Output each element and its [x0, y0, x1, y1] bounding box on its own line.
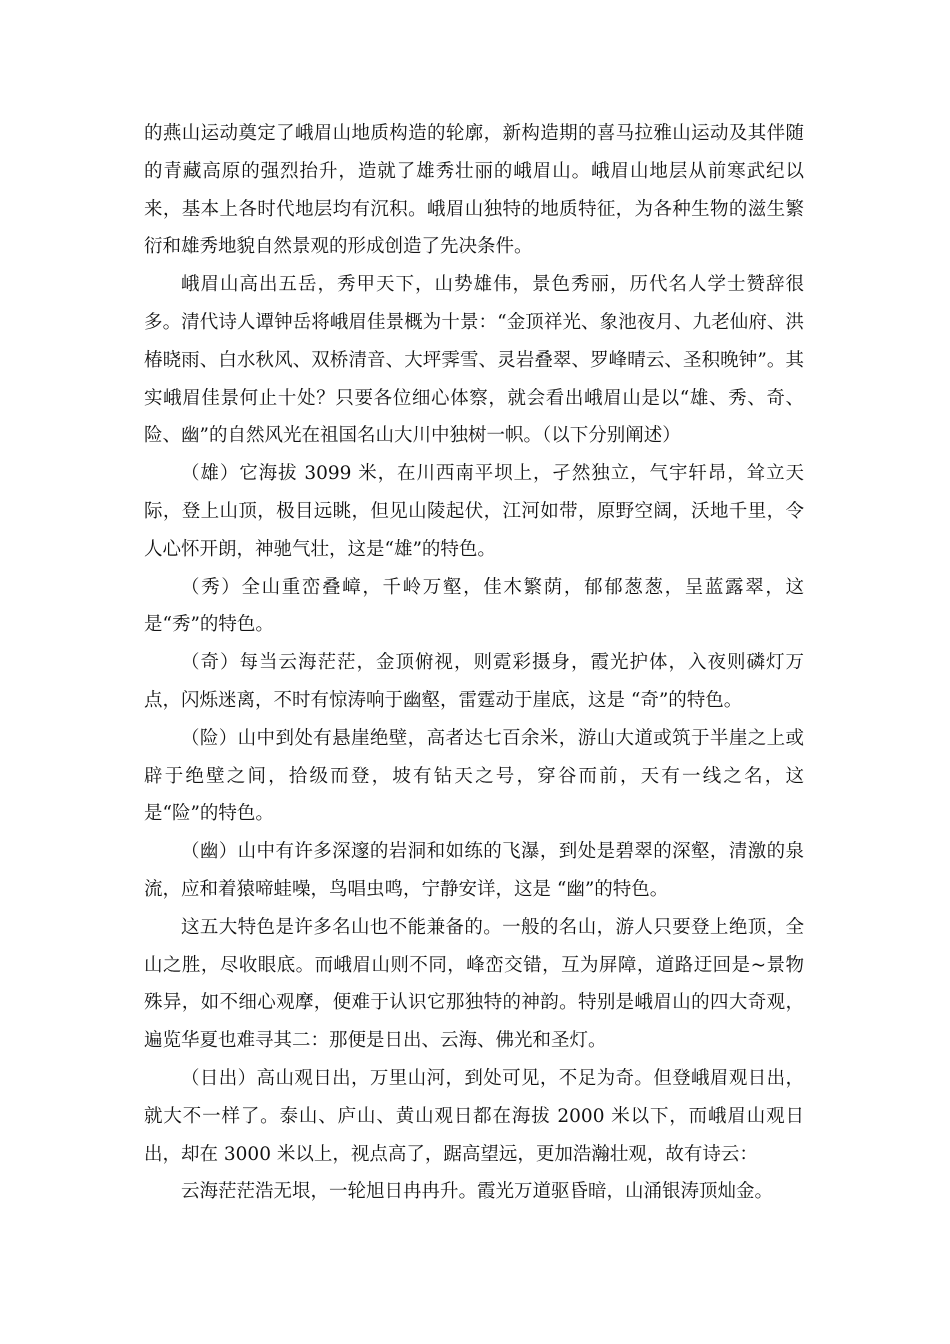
paragraph-sunrise: （日出）高山观日出，万里山河，到处可见，不足为奇。但登峨眉观日出，就大不一样了。泰山、庐山、黄山观日都在海拔 2000 米以下，而峨眉山观日出，却在 3000 米以上，视点高了，踞高望远，更加浩瀚壮观，故有诗云： [144, 1067, 804, 1165]
paragraph-geology: 的燕山运动奠定了峨眉山地质构造的轮廓，新构造期的喜马拉雅山运动及其伴随的青藏高原的强烈抬升，造就了雄秀壮丽的峨眉山。峨眉山地层从前寒武纪以来，基本上各时代地层均有沉积。峨眉山独特的地质特征，为各种生物的滋生繁衍和雄秀地貌自然景观的形成创造了先决条件。 [144, 123, 804, 258]
paragraph-poem: 云海茫茫浩无垠，一轮旭日冉冉升。霞光万道驱昏暗，山涌银涛顶灿金。 [181, 1181, 774, 1203]
paragraph-wondrous: （奇）每当云海茫茫，金顶俯视，则霓彩摄身，霞光护体，入夜则磷灯万点，闪烁迷离，不时有惊涛响于幽壑，雷霆动于崖底，这是 “奇”的特色。 [144, 652, 804, 711]
document-body [144, 115, 804, 1211]
paragraph-beautiful: （秀）全山重峦叠嶂，千岭万壑，佳木繁荫，郁郁葱葱，呈蓝露翠，这是“秀”的特色。 [144, 576, 804, 636]
paragraph-secluded: （幽）山中有许多深邃的岩洞和如练的飞瀑，到处是碧翠的深壑，清激的泉流，应和着猿啼蛙噪，鸟唱虫鸣，宁静安详，这是 “幽”的特色。 [144, 841, 804, 900]
paragraph-ten-scenes: 峨眉山高出五岳，秀甲天下，山势雄伟，景色秀丽，历代名人学士赞辞很多。清代诗人谭钟岳将峨眉佳景概为十景：“金顶祥光、象池夜月、九老仙府、洪椿晓雨、白水秋风、双桥清音、大坪霁雪、灵岩叠翠、罗峰晴云、圣积晚钟”。其实峨眉佳景何止十处？只要各位细心体察，就会看出峨眉山是以“雄、秀、奇、险、幽”的自然风光在祖国名山大川中独树一帜。（以下分别阐述） [144, 274, 804, 447]
paragraph-perilous: （险）山中到处有悬崖绝壁，高者达七百余米，游山大道或筑于半崖之上或辟于绝壁之间，拾级而登，坡有钻天之号，穿谷而前，天有一线之名，这是“险”的特色。 [144, 727, 804, 825]
paragraph-five-features: 这五大特色是许多名山也不能兼备的。一般的名山，游人只要登上绝顶，全山之胜，尽收眼底。而峨眉山则不同，峰峦交错，互为屏障，道路迂回是~景物殊异，如不细心观摩，便难于认识它那独特的神韵。特别是峨眉山的四大奇观，遍览华夏也难寻其二：那便是日出、云海、佛光和圣灯。 [144, 916, 804, 1052]
paragraph-majestic: （雄）它海拔 3099 米，在川西南平坝上，孑然独立，气宇轩昂，耸立天际，登上山顶，极目远眺，但见山陵起伏，江河如带，原野空阔，沃地千里，令人心怀开朗，神驰气壮，这是“雄”的特色。 [144, 463, 804, 560]
